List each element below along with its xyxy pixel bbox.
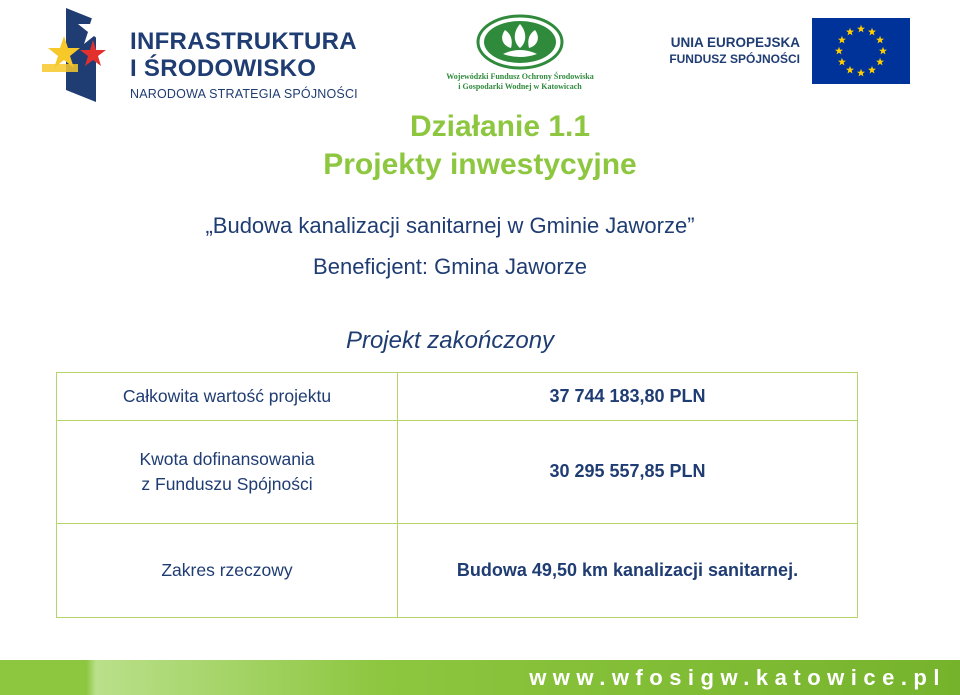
leaf-emblem-icon [475, 14, 565, 70]
infrastruktura-line1: INFRASTRUKTURA [130, 28, 357, 55]
logo-bar [0, 0, 960, 110]
table-row [57, 523, 858, 617]
scope-label: Zakres rzeczowy [57, 523, 398, 617]
table-row [57, 373, 858, 421]
cofinancing-value: 30 295 557,85 PLN [398, 421, 858, 523]
wfosigw-logo [440, 14, 600, 94]
eu-logo [660, 18, 920, 88]
infrastruktura-line2: I ŚRODOWISKO [130, 55, 317, 82]
eu-line1: UNIA EUROPEJSKA [670, 35, 800, 50]
eu-flag-icon [812, 18, 910, 84]
wfosigw-line1: Wojewódzki Fundusz Ochrony Środowiska [446, 72, 594, 81]
footer-website-link[interactable]: www.wfosigw.katowice.pl [529, 665, 946, 690]
cofinancing-label-line2: z Funduszu Spójności [141, 473, 313, 494]
cofinancing-label-line1: Kwota dofinansowania [139, 448, 315, 469]
wfosigw-logo-text [440, 72, 600, 92]
footer-bar [0, 660, 960, 695]
infrastruktura-logo-text [130, 28, 358, 104]
project-info-table [56, 372, 858, 618]
total-value-label: Całkowita wartość projektu [57, 373, 398, 421]
project-name: „Budowa kanalizacji sanitarnej w Gminie Jaworze” [205, 213, 695, 238]
infrastruktura-logo [38, 6, 368, 106]
cofinancing-label [57, 421, 398, 523]
wfosigw-line2: i Gospodarki Wodnej w Katowicach [458, 82, 582, 91]
action-title: Działanie 1.1 [409, 110, 591, 143]
total-value: 37 744 183,80 PLN [398, 373, 858, 421]
project-status: Projekt zakończony [345, 327, 555, 354]
star-flag-icon [38, 6, 128, 106]
action-subtitle: Projekty inwestycyjne [323, 148, 637, 181]
eu-logo-text [666, 34, 800, 67]
infrastruktura-line3: NARODOWA STRATEGIA SPÓJNOŚCI [130, 87, 358, 101]
scope-value: Budowa 49,50 km kanalizacji sanitarnej. [398, 523, 858, 617]
beneficiary: Beneficjent: Gmina Jaworze [313, 254, 587, 279]
table-row [57, 421, 858, 523]
eu-line2: FUNDUSZ SPÓJNOŚCI [669, 52, 800, 66]
